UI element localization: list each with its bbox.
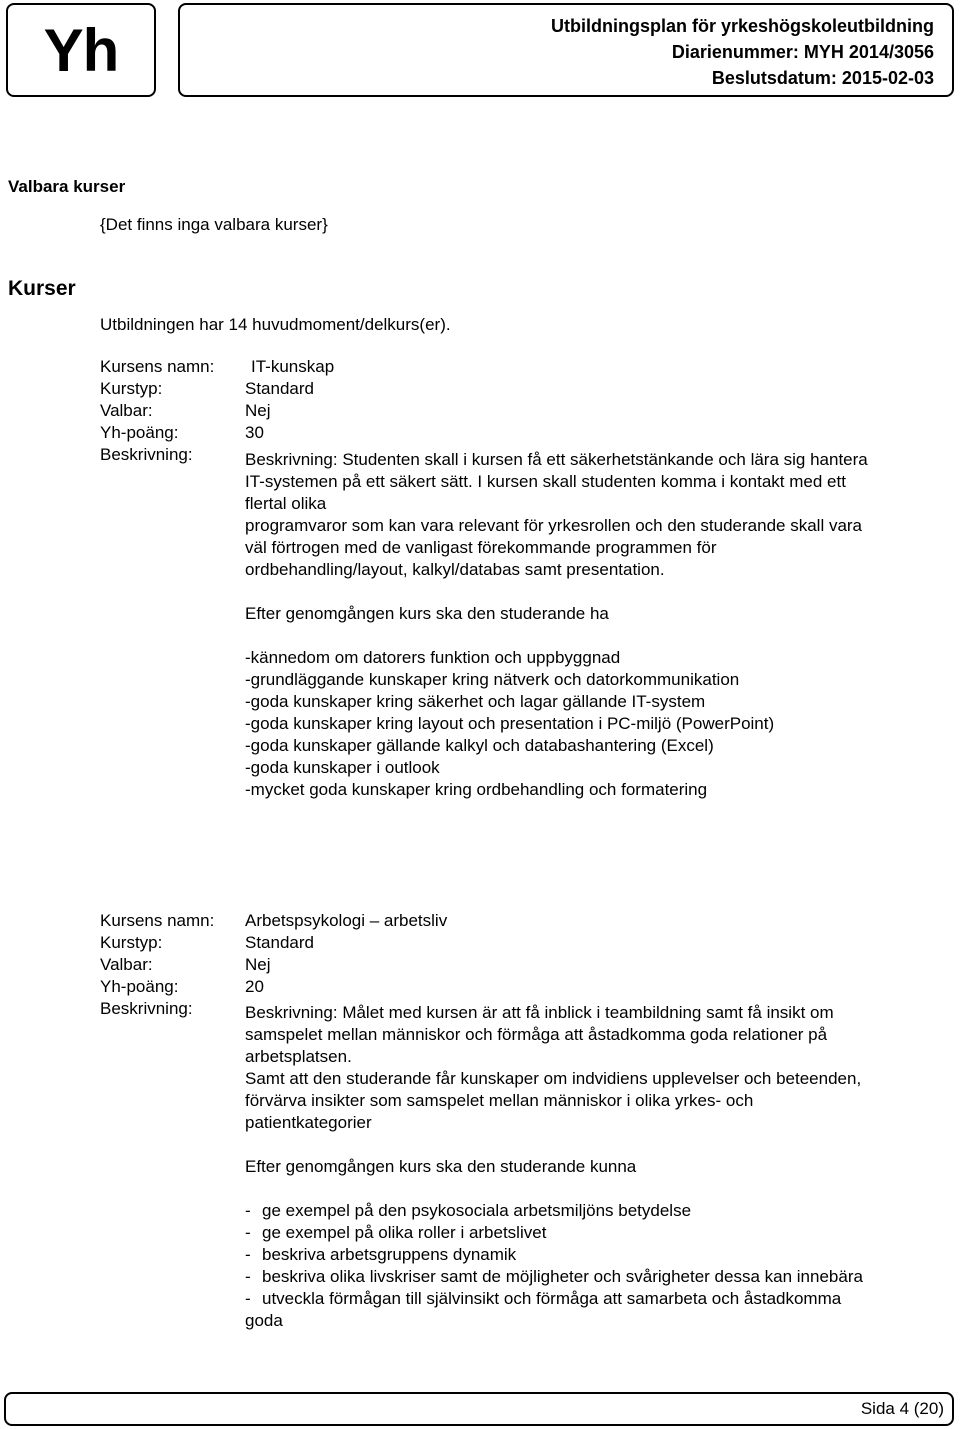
course-1-name-row (100, 356, 960, 378)
section-title-kurser: Kurser (8, 277, 76, 300)
course-2-description (245, 1002, 953, 1332)
course-1-desc-line: IT-systemen på ett säkert sätt. I kursen skall studenten komma i kontakt med ett (245, 472, 846, 491)
course-2-desc-line: patientkategorier (245, 1113, 372, 1132)
course-1-points: 30 (245, 423, 264, 442)
course-1-points-row (100, 422, 960, 444)
label-beskrivning: Beskrivning: (100, 999, 193, 1018)
list-item: - ge exempel på den psykosociala arbetsmiljöns betydelse (245, 1201, 692, 1220)
course-2-name-row (100, 910, 960, 932)
label-kursens-namn: Kursens namn: (100, 357, 215, 376)
valbara-note: {Det finns inga valbara kurser} (100, 215, 328, 234)
course-1-desc-line: väl förtrogen med de vanligast förekommande programmen för (245, 538, 717, 557)
section-title-valbara: Valbara kurser (8, 177, 126, 196)
course-2-desc-line: Samt att den studerande får kunskaper om indvidiens upplevelser och beteenden, (245, 1069, 862, 1088)
document-header (178, 3, 954, 97)
header-diarienummer: Diarienummer: MYH 2014/3056 (671, 42, 934, 62)
list-item: -kännedom om datorers funktion och uppbyggnad (245, 648, 621, 667)
label-beskrivning: Beskrivning: (100, 445, 193, 464)
list-item: -goda kunskaper i outlook (245, 758, 440, 777)
page-number: Sida 4 (20) (860, 1399, 944, 1418)
course-2-valbar: Nej (245, 955, 271, 974)
header-title: Utbildningsplan för yrkeshögskoleutbildning (550, 16, 934, 36)
label-yh-poang: Yh-poäng: (100, 423, 179, 442)
list-item: -mycket goda kunskaper kring ordbehandling och formatering (245, 780, 708, 799)
course-1-desc-line: ordbehandling/layout, kalkyl/databas samt presentation. (245, 560, 665, 579)
course-2-outcome-intro: Efter genomgången kurs ska den studerande kunna (245, 1157, 637, 1176)
course-2-outcomes (245, 1200, 953, 1310)
course-2-desc-line: Beskrivning: Målet med kursen är att få inblick i teambildning samt få insikt om (245, 1003, 834, 1022)
course-1-desc-line: Beskrivning: Studenten skall i kursen få ett säkerhetstänkande och lära sig hantera (245, 450, 868, 469)
label-kurstyp: Kurstyp: (100, 379, 163, 398)
header-beslutsdatum: Beslutsdatum: 2015-02-03 (711, 68, 934, 88)
course-2-type-row (100, 932, 960, 954)
course-2-points-row (100, 976, 960, 998)
course-2-valbar-row (100, 954, 960, 976)
course-1-type: Standard (245, 379, 314, 398)
logo (6, 3, 156, 97)
list-item: - beskriva arbetsgruppens dynamik (245, 1245, 517, 1264)
course-2-type: Standard (245, 933, 314, 952)
course-2-desc-line: samspelet mellan människor och förmåga att åstadkomma goda relationer på (245, 1025, 828, 1044)
list-item: -goda kunskaper kring layout och presentation i PC-miljö (PowerPoint) (245, 714, 775, 733)
label-kurstyp: Kurstyp: (100, 933, 163, 952)
course-2-name: Arbetspsykologi – arbetsliv (245, 911, 448, 930)
course-1-name: IT-kunskap (251, 357, 335, 376)
course-1-valbar-row (100, 400, 960, 422)
logo-text: Yh (43, 16, 119, 84)
course-2-outcome-tail: goda (245, 1311, 283, 1330)
course-2-points: 20 (245, 977, 264, 996)
course-1-outcomes (245, 647, 953, 801)
course-1-outcome-intro: Efter genomgången kurs ska den studerande ha (245, 604, 609, 623)
course-2-desc-line: förvärva insikter som samspelet mellan människor i olika yrkes- och (245, 1091, 754, 1110)
course-1-desc-line: flertal olika (245, 494, 327, 513)
list-item: - beskriva olika livskriser samt de möjligheter och svårigheter dessa kan innebära (245, 1267, 863, 1286)
course-1-desc-line: programvaror som kan vara relevant för yrkesrollen och den studerande skall vara (245, 516, 863, 535)
list-item: - ge exempel på olika roller i arbetslivet (245, 1223, 547, 1242)
course-1-type-row (100, 378, 960, 400)
list-item: -grundläggande kunskaper kring nätverk och datorkommunikation (245, 670, 740, 689)
course-1-valbar: Nej (245, 401, 271, 420)
course-1-description (245, 449, 953, 801)
list-item: - utveckla förmågan till självinsikt och förmåga att samarbeta och åstadkomma (245, 1289, 842, 1308)
label-kursens-namn: Kursens namn: (100, 911, 215, 930)
label-valbar: Valbar: (100, 401, 153, 420)
label-valbar: Valbar: (100, 955, 153, 974)
course-2-desc-line: arbetsplatsen. (245, 1047, 352, 1066)
list-item: -goda kunskaper kring säkerhet och lagar gällande IT-system (245, 692, 706, 711)
kurser-intro: Utbildningen har 14 huvudmoment/delkurs(er). (100, 315, 451, 334)
label-yh-poang: Yh-poäng: (100, 977, 179, 996)
page-footer (4, 1392, 954, 1426)
list-item: -goda kunskaper gällande kalkyl och databashantering (Excel) (245, 736, 714, 755)
